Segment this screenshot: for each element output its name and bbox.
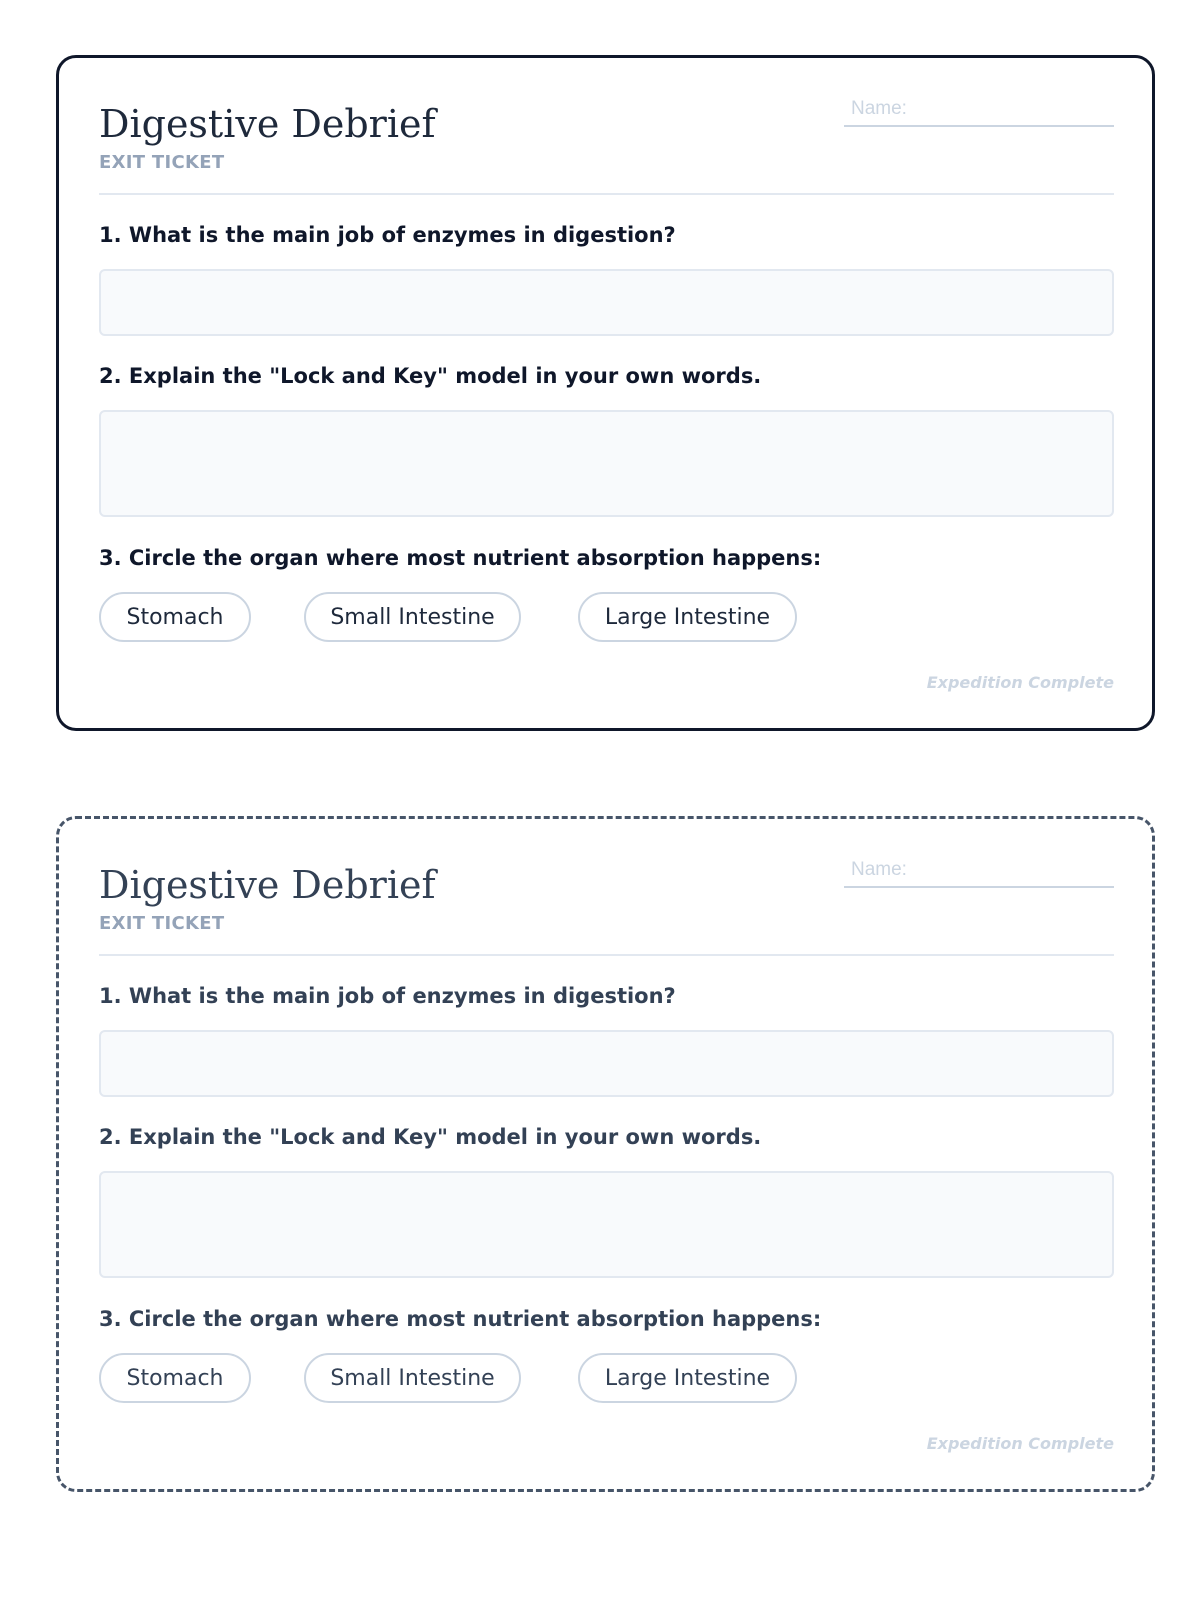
ticket-footer: Expedition Complete — [926, 673, 1114, 692]
option-stomach[interactable]: Stomach — [99, 1353, 251, 1403]
ticket-footer: Expedition Complete — [926, 1434, 1114, 1453]
answer-box-2[interactable] — [99, 410, 1114, 517]
name-label: Name: — [851, 98, 907, 119]
ticket-subtitle: EXIT TICKET — [99, 152, 225, 173]
ticket-subtitle: EXIT TICKET — [99, 913, 225, 934]
option-small-intestine[interactable]: Small Intestine — [304, 1353, 521, 1403]
exit-ticket-dashed — [56, 816, 1155, 1492]
question-3: 3. Circle the organ where most nutrient absorption happens: — [99, 1307, 822, 1331]
question-1: 1. What is the main job of enzymes in digestion? — [99, 223, 676, 247]
option-small-intestine[interactable]: Small Intestine — [304, 592, 521, 642]
answer-box-1[interactable] — [99, 269, 1114, 336]
ticket-title: Digestive Debrief — [99, 863, 436, 907]
header-divider — [99, 954, 1114, 956]
question-1: 1. What is the main job of enzymes in digestion? — [99, 984, 676, 1008]
option-large-intestine[interactable]: Large Intestine — [578, 1353, 797, 1403]
name-label: Name: — [851, 859, 907, 880]
question-3: 3. Circle the organ where most nutrient absorption happens: — [99, 546, 822, 570]
name-field[interactable] — [844, 859, 1114, 888]
question-2: 2. Explain the "Lock and Key" model in your own words. — [99, 364, 762, 388]
header-divider — [99, 193, 1114, 195]
question-2: 2. Explain the "Lock and Key" model in your own words. — [99, 1125, 762, 1149]
option-stomach[interactable]: Stomach — [99, 592, 251, 642]
name-field[interactable] — [844, 98, 1114, 127]
answer-box-1[interactable] — [99, 1030, 1114, 1097]
option-large-intestine[interactable]: Large Intestine — [578, 592, 797, 642]
answer-box-2[interactable] — [99, 1171, 1114, 1278]
exit-ticket-solid — [56, 55, 1155, 731]
ticket-title: Digestive Debrief — [99, 102, 436, 146]
